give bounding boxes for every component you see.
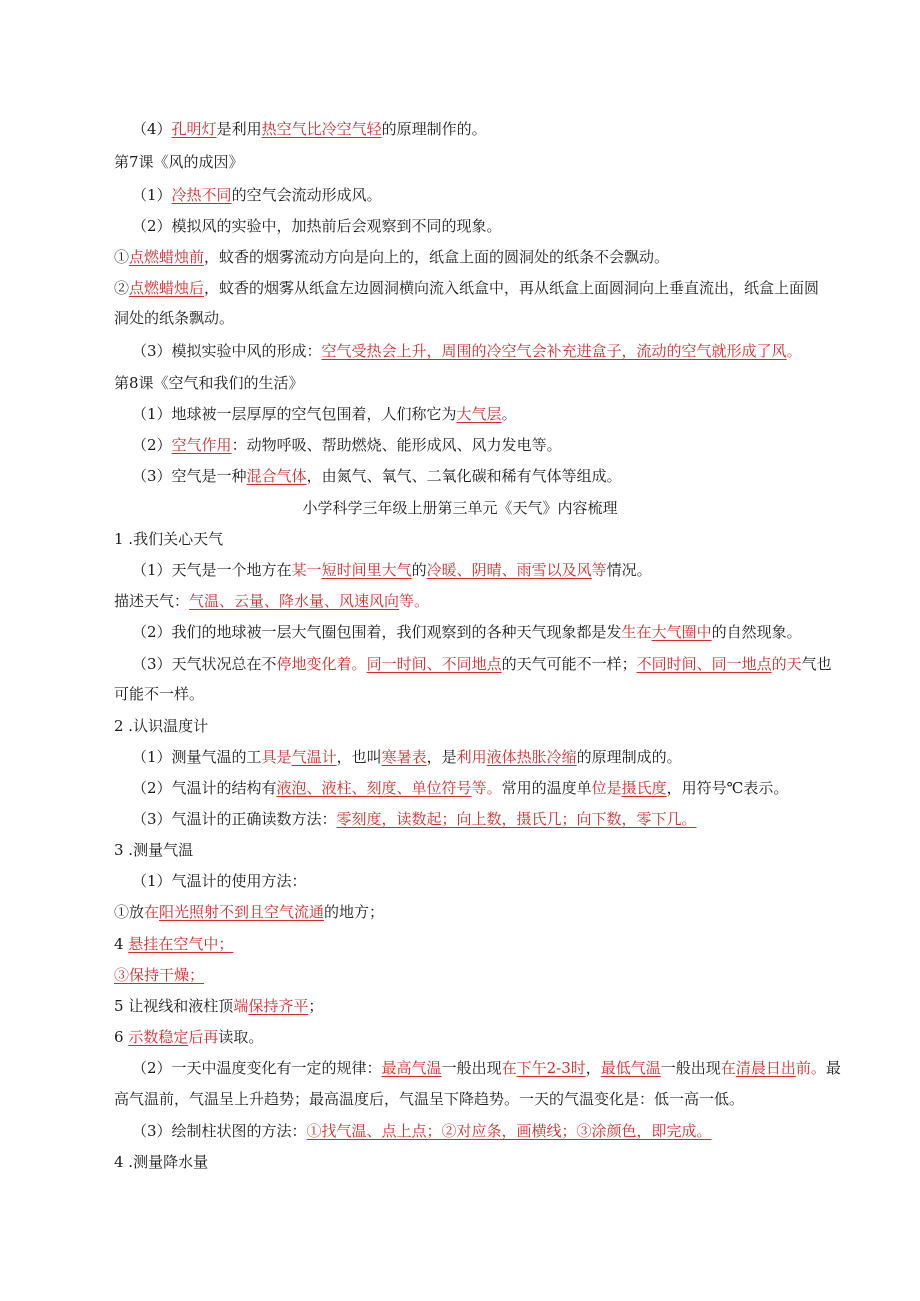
section-heading	[0, 498, 920, 518]
text-segment: （2）我们的地球被一层大气圈包围着，我们观察到的各种天气现象都是发	[132, 623, 622, 641]
highlighted-text: 不同时间、同一地点	[636, 655, 772, 673]
highlighted-text: 悬挂在空气中；	[128, 935, 234, 953]
highlighted-text: ①找气温、点上点；②对应条，画横线；③涂颜色，即完成。	[306, 1122, 712, 1140]
text-segment: （1）	[132, 186, 172, 204]
text-segment: （4）	[132, 120, 172, 138]
text-segment: 5 让视线和液柱顶	[114, 997, 234, 1015]
text-segment: （2）一天中温度变化有一定的规律：	[132, 1059, 382, 1077]
text-line	[132, 809, 697, 829]
text-segment: 第8课《空气和我们的生活》	[114, 374, 304, 392]
text-segment: 一般出现	[441, 1059, 502, 1077]
text-segment: （3）天气状况总在不	[132, 655, 277, 673]
highlighted-text: 点燃蜡烛前	[129, 248, 205, 266]
highlighted-text: 保持齐平	[248, 997, 309, 1015]
highlighted-text: 最低气温	[600, 1059, 661, 1077]
text-line	[114, 965, 204, 985]
highlighted-text: 空气受热会上升，周围的冷空气会补充进盒子，流动的空气就形成了风	[321, 342, 787, 360]
text-segment: ①放	[114, 903, 145, 921]
text-segment: 的原理制成的。	[576, 748, 682, 766]
text-line	[114, 152, 244, 172]
text-segment: （1）气温计的使用方法：	[132, 872, 307, 890]
text-segment: （3）绘制柱状图的方法：	[132, 1122, 307, 1140]
highlighted-text: 停地变化着。	[276, 655, 367, 673]
text-segment: 的天气可能不一样；	[501, 655, 637, 673]
text-segment: （1）地球被一层厚厚的空气包围着，人们称它为	[132, 405, 457, 423]
text-line	[132, 466, 622, 486]
text-segment: ：动物呼吸、帮助燃烧、能形成风、风力发电等。	[231, 436, 562, 454]
highlighted-text: 液泡、液柱、刻度、单位符号	[276, 779, 472, 797]
highlighted-text: 前。	[795, 1059, 826, 1077]
text-segment: 2 .认识温度计	[114, 717, 209, 735]
text-line	[132, 560, 652, 580]
highlighted-text: 气温、云量、降水量、风速风向	[189, 592, 400, 610]
highlighted-text: 阳光照射不到且空气流通	[159, 903, 325, 921]
text-segment: （3）气温计的正确读数方法：	[132, 810, 337, 828]
highlighted-text: 具是	[261, 748, 292, 766]
text-segment: 气也	[801, 655, 832, 673]
text-line	[132, 622, 802, 642]
highlighted-text: 同一时间、不同地点	[366, 655, 502, 673]
text-segment: 的空气会流动形成风。	[231, 186, 382, 204]
highlighted-text: 大气层	[456, 405, 502, 423]
text-segment: 最	[825, 1059, 841, 1077]
text-line	[132, 871, 307, 891]
text-line	[132, 778, 788, 798]
highlighted-text: 寒暑表	[381, 748, 427, 766]
text-line	[132, 1121, 712, 1141]
text-segment: 读取。	[218, 1028, 264, 1046]
text-segment: 的自然现象。	[711, 623, 802, 641]
text-line	[132, 404, 517, 424]
text-segment: （1）测量气温的工	[132, 748, 262, 766]
highlighted-text: 下午2-3时	[516, 1059, 586, 1077]
text-line	[114, 247, 669, 267]
highlighted-text: 冷暖、阴晴、雨雪以及风	[426, 561, 592, 579]
text-segment: （1）天气是一个地方在	[132, 561, 292, 579]
text-segment: 描述天气：	[114, 592, 190, 610]
text-line	[114, 840, 193, 860]
highlighted-text: 最高气温	[381, 1059, 442, 1077]
highlighted-text: 热空气比冷空气轻	[261, 120, 382, 138]
text-line	[132, 119, 487, 139]
highlighted-text: 空气作用	[171, 436, 232, 454]
text-segment: 的	[411, 561, 427, 579]
text-segment: 小学科学三年级上册第三单元《天气》内容梳理	[302, 499, 618, 517]
text-segment: （3）模拟实验中风的形成：	[132, 342, 322, 360]
highlighted-text: 摄氏度	[621, 779, 667, 797]
text-segment: ，	[585, 1059, 601, 1077]
text-line	[132, 185, 382, 205]
text-segment: ；	[308, 997, 324, 1015]
text-line	[114, 716, 208, 736]
highlighted-text: ③保持干燥；	[114, 966, 205, 984]
text-segment: ，蚊香的烟雾从纸盒左边圆洞横向流入纸盒中，再从纸盒上面圆洞向上垂直流出，纸盒上面圆	[204, 279, 820, 297]
highlighted-text: 短时间里大气	[321, 561, 412, 579]
text-segment: ，用符号℃表示。	[666, 779, 789, 797]
text-segment: 1 .我们关心天气	[114, 530, 224, 548]
highlighted-text: 某一	[291, 561, 322, 579]
text-line	[114, 902, 384, 922]
text-line	[132, 216, 502, 236]
text-line	[132, 1058, 841, 1078]
highlighted-text: 零刻度，读数起；向上数，摄氏几；向下数，零下几。	[336, 810, 697, 828]
highlighted-text: 利用	[456, 748, 487, 766]
highlighted-text: 混合气体	[246, 467, 307, 485]
text-segment: 情况。	[606, 561, 652, 579]
text-segment: ①	[114, 248, 130, 266]
text-segment: ，由氮气、氧气、二氧化碳和稀有气体等组成。	[306, 467, 622, 485]
text-line	[132, 654, 832, 674]
text-segment: 可能不一样。	[114, 685, 205, 703]
text-line	[114, 308, 234, 328]
text-segment: 第7课《风的成因》	[114, 153, 244, 171]
highlighted-text: 示数稳定	[128, 1028, 189, 1046]
highlighted-text: 等。	[399, 592, 430, 610]
text-segment: （2）气温计的结构有	[132, 779, 277, 797]
text-segment: 洞处的纸条飘动。	[114, 309, 235, 327]
text-segment: 一般出现	[660, 1059, 721, 1077]
highlighted-text: 位是	[591, 779, 622, 797]
text-line	[114, 1152, 208, 1172]
highlighted-text: 大气圈中	[651, 623, 712, 641]
text-segment: 。	[501, 405, 517, 423]
text-segment: 的地方；	[324, 903, 385, 921]
text-segment: 6	[114, 1028, 129, 1046]
text-line	[114, 529, 223, 549]
highlighted-text: 在	[501, 1059, 517, 1077]
highlighted-text: 等	[591, 561, 607, 579]
highlighted-text: 点燃蜡烛后	[129, 279, 205, 297]
text-line	[114, 373, 304, 393]
text-line	[132, 747, 682, 767]
text-line	[114, 1027, 263, 1047]
text-line	[114, 934, 233, 954]
text-segment: ，蚊香的烟雾流动方向是向上的，纸盒上面的圆洞处的纸条不会飘动。	[204, 248, 670, 266]
highlighted-text: 气温计	[291, 748, 337, 766]
text-segment: ，是	[426, 748, 457, 766]
highlighted-text: 端	[233, 997, 249, 1015]
highlighted-text: 液体热胀冷缩	[486, 748, 577, 766]
highlighted-text: 等。	[471, 779, 502, 797]
highlighted-text: 的天	[771, 655, 802, 673]
text-line	[114, 278, 819, 298]
text-segment: 高气温前，气温呈上升趋势；最高温度后，气温呈下降趋势。一天的气温变化是：低一高一低。	[114, 1090, 745, 1108]
text-line	[132, 435, 562, 455]
text-line	[114, 996, 323, 1016]
text-line	[132, 341, 802, 361]
text-segment: （2）模拟风的实验中，加热前后会观察到不同的现象。	[132, 217, 502, 235]
highlighted-text: 孔明灯	[171, 120, 217, 138]
text-segment: 4 .测量降水量	[114, 1153, 209, 1171]
text-segment: 4	[114, 935, 129, 953]
highlighted-text: 后再	[188, 1028, 219, 1046]
text-line	[114, 684, 204, 704]
text-segment: （3）空气是一种	[132, 467, 247, 485]
text-segment: 的原理制作的。	[381, 120, 487, 138]
highlighted-text: 冷热不同	[171, 186, 232, 204]
text-segment: ②	[114, 279, 130, 297]
text-segment: 常用的温度单	[501, 779, 592, 797]
highlighted-text: 在	[144, 903, 160, 921]
highlighted-text: 清晨日出	[735, 1059, 796, 1077]
text-segment: ，也叫	[336, 748, 382, 766]
text-line	[114, 591, 429, 611]
highlighted-text: 。	[786, 342, 802, 360]
highlighted-text: 生在	[621, 623, 652, 641]
highlighted-text: 在	[720, 1059, 736, 1077]
text-segment: 是利用	[216, 120, 262, 138]
text-segment: 3 .测量气温	[114, 841, 194, 859]
text-segment: （2）	[132, 436, 172, 454]
text-line	[114, 1089, 744, 1109]
